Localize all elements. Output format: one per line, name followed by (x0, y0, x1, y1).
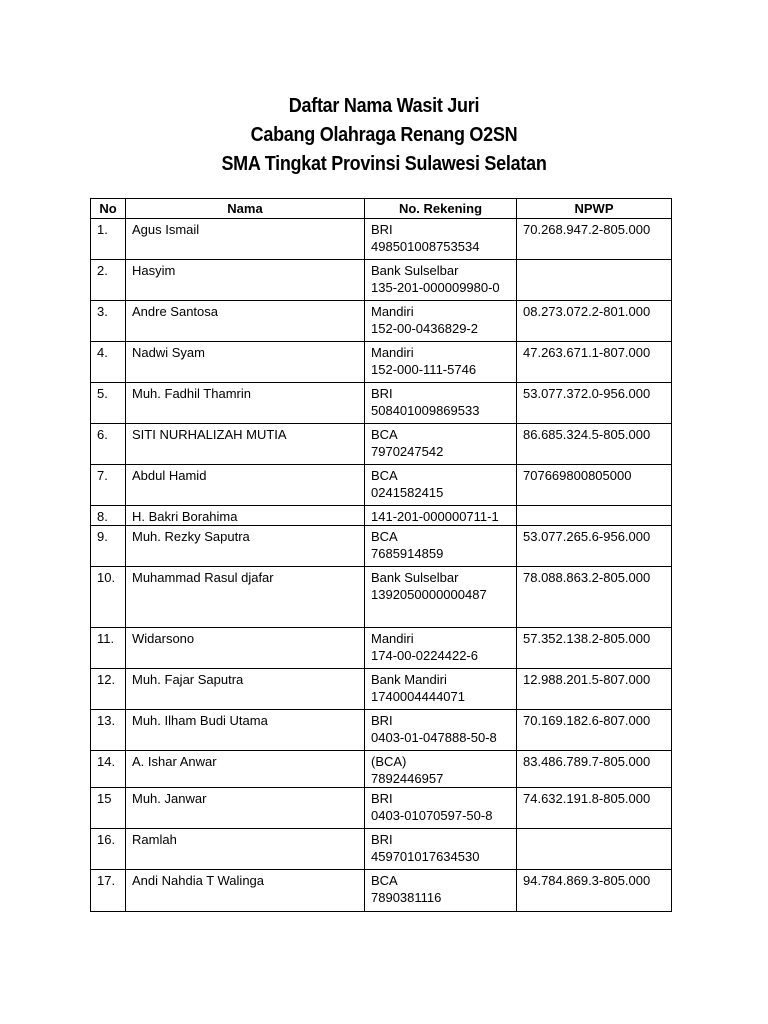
cell-no (91, 829, 126, 870)
cell-rekening (365, 424, 517, 465)
cell-npwp (517, 506, 672, 526)
cell-npwp (517, 710, 672, 751)
cell-rekening-text: Bank Mandiri 1740004444071 (371, 672, 465, 704)
cell-rekening (365, 506, 517, 526)
cell-rekening-text: BRI 0403-01-047888-50-8 (371, 713, 497, 745)
cell-npwp-text: 70.268.947.2-805.000 (523, 222, 651, 237)
cell-no-text: 12. (97, 672, 116, 687)
cell-nama (126, 383, 365, 424)
cell-npwp (517, 219, 672, 260)
title-line-1: Daftar Nama Wasit Juri (288, 95, 480, 117)
cell-npwp-text: 78.088.863.2-805.000 (523, 570, 651, 585)
cell-rekening (365, 567, 517, 628)
cell-nama (126, 424, 365, 465)
cell-nama-text: Andi Nahdia T Walinga (132, 873, 265, 888)
cell-rekening (365, 383, 517, 424)
cell-nama (126, 870, 365, 912)
cell-nama (126, 710, 365, 751)
cell-nama-text: Muh. Fadhil Thamrin (132, 386, 251, 401)
cell-npwp (517, 751, 672, 788)
cell-nama-text: Muh. Rezky Saputra (132, 529, 250, 544)
cell-no-text: 13. (97, 713, 116, 728)
cell-rekening-text: BRI 459701017634530 (371, 832, 480, 864)
cell-no (91, 383, 126, 424)
table-header-row (91, 199, 672, 219)
cell-no (91, 628, 126, 669)
table-row (91, 669, 672, 710)
header-rekening: No. Rekening (365, 199, 517, 219)
cell-no (91, 219, 126, 260)
cell-rekening-text: Mandiri 152-00-0436829-2 (371, 304, 478, 336)
cell-npwp (517, 526, 672, 567)
cell-nama (126, 260, 365, 301)
cell-nama-text: Andre Santosa (132, 304, 219, 319)
cell-rekening (365, 301, 517, 342)
cell-npwp (517, 301, 672, 342)
cell-no-text: 5. (97, 386, 108, 401)
cell-nama-text: A. Ishar Anwar (132, 754, 217, 769)
cell-rekening (365, 788, 517, 829)
cell-no (91, 342, 126, 383)
cell-rekening (365, 710, 517, 751)
cell-no (91, 669, 126, 710)
cell-nama-text: Muh. Ilham Budi Utama (132, 713, 268, 728)
cell-npwp (517, 628, 672, 669)
table-row (91, 301, 672, 342)
cell-nama (126, 829, 365, 870)
cell-no-text: 17. (97, 873, 116, 888)
cell-rekening (365, 669, 517, 710)
cell-no (91, 526, 126, 567)
cell-no (91, 260, 126, 301)
cell-nama (126, 342, 365, 383)
table-row (91, 424, 672, 465)
cell-no (91, 788, 126, 829)
cell-npwp (517, 465, 672, 506)
cell-rekening-text: 141-201-000000711-1 (371, 509, 499, 524)
cell-npwp-text: 47.263.671.1-807.000 (523, 345, 651, 360)
cell-nama (126, 788, 365, 829)
cell-rekening (365, 526, 517, 567)
cell-no-text: 14. (97, 754, 116, 769)
cell-no-text: 9. (97, 529, 108, 544)
table-row (91, 567, 672, 628)
cell-npwp-text: 12.988.201.5-807.000 (523, 672, 651, 687)
cell-nama-text: Hasyim (132, 263, 176, 278)
cell-npwp-text: 57.352.138.2-805.000 (523, 631, 651, 646)
cell-npwp (517, 260, 672, 301)
cell-npwp-text: 74.632.191.8-805.000 (523, 791, 651, 806)
cell-rekening-text: Bank Sulselbar 1392050000000487 (371, 570, 487, 602)
cell-npwp (517, 669, 672, 710)
table-row (91, 342, 672, 383)
cell-rekening-text: Mandiri 152-000-111-5746 (371, 345, 477, 377)
table-row (91, 710, 672, 751)
cell-rekening (365, 829, 517, 870)
cell-no (91, 465, 126, 506)
cell-rekening (365, 870, 517, 912)
cell-no-text: 11. (97, 631, 115, 646)
cell-rekening-text: Mandiri 174-00-0224422-6 (371, 631, 478, 663)
table-row (91, 465, 672, 506)
table-row (91, 260, 672, 301)
cell-rekening-text: BCA 7890381116 (371, 873, 442, 905)
cell-nama-text: SITI NURHALIZAH MUTIA (132, 427, 287, 442)
cell-rekening-text: BCA 0241582415 (371, 468, 444, 500)
cell-no (91, 710, 126, 751)
cell-nama (126, 465, 365, 506)
cell-rekening (365, 751, 517, 788)
cell-no (91, 301, 126, 342)
cell-nama (126, 669, 365, 710)
cell-rekening-text: BRI 0403-01070597-50-8 (371, 791, 493, 823)
cell-rekening (365, 260, 517, 301)
cell-nama (126, 751, 365, 788)
cell-no-text: 15 (97, 791, 112, 806)
cell-no (91, 424, 126, 465)
cell-no (91, 567, 126, 628)
cell-npwp (517, 383, 672, 424)
cell-rekening-text: BCA 7970247542 (371, 427, 444, 459)
header-npwp: NPWP (517, 199, 672, 219)
table-body (91, 219, 672, 912)
cell-npwp-text: 83.486.789.7-805.000 (523, 754, 651, 769)
cell-no (91, 870, 126, 912)
table-row (91, 219, 672, 260)
table-row (91, 628, 672, 669)
cell-npwp-text: 53.077.265.6-956.000 (523, 529, 651, 544)
cell-npwp (517, 567, 672, 628)
cell-npwp-text: 86.685.324.5-805.000 (523, 427, 651, 442)
cell-no-text: 4. (97, 345, 108, 360)
cell-no (91, 751, 126, 788)
cell-nama-text: Agus Ismail (132, 222, 200, 237)
cell-rekening (365, 219, 517, 260)
cell-rekening-text: BRI 508401009869533 (371, 386, 480, 418)
cell-no-text: 16. (97, 832, 116, 847)
table-row (91, 751, 672, 788)
referee-table (90, 198, 672, 912)
cell-rekening-text: BRI 498501008753534 (371, 222, 480, 254)
title-line-2: Cabang Olahraga Renang O2SN (250, 124, 518, 146)
table-row (91, 870, 672, 912)
cell-nama-text: Abdul Hamid (132, 468, 207, 483)
cell-no-text: 2. (97, 263, 108, 278)
cell-npwp-text: 08.273.072.2-801.000 (523, 304, 651, 319)
cell-no-text: 1. (97, 222, 108, 237)
title-line-3: SMA Tingkat Provinsi Sulawesi Selatan (221, 153, 547, 175)
cell-npwp (517, 424, 672, 465)
cell-nama (126, 567, 365, 628)
cell-rekening (365, 628, 517, 669)
cell-nama-text: Muhammad Rasul djafar (132, 570, 274, 585)
cell-nama-text: Muh. Janwar (132, 791, 207, 806)
table-row (91, 506, 672, 526)
header-nama: Nama (126, 199, 365, 219)
cell-npwp-text: 707669800805000 (523, 468, 632, 483)
cell-nama (126, 628, 365, 669)
cell-nama-text: Muh. Fajar Saputra (132, 672, 244, 687)
cell-nama-text: H. Bakri Borahima (132, 509, 238, 524)
cell-no-text: 6. (97, 427, 108, 442)
document-title (0, 92, 768, 179)
cell-no-text: 8. (97, 509, 108, 524)
header-no: No (91, 199, 126, 219)
cell-npwp (517, 342, 672, 383)
cell-nama (126, 301, 365, 342)
cell-nama-text: Nadwi Syam (132, 345, 205, 360)
cell-npwp-text: 94.784.869.3-805.000 (523, 873, 651, 888)
cell-rekening-text: Bank Sulselbar 135-201-000009980-0 (371, 263, 500, 295)
cell-npwp-text: 70.169.182.6-807.000 (523, 713, 651, 728)
cell-nama-text: Widarsono (132, 631, 195, 646)
table-row (91, 788, 672, 829)
cell-nama (126, 526, 365, 567)
cell-npwp (517, 829, 672, 870)
table-row (91, 526, 672, 567)
cell-npwp-text: 53.077.372.0-956.000 (523, 386, 651, 401)
cell-rekening-text: BCA 7685914859 (371, 529, 444, 561)
cell-npwp (517, 870, 672, 912)
cell-rekening (365, 465, 517, 506)
cell-npwp (517, 788, 672, 829)
cell-nama (126, 506, 365, 526)
table-row (91, 829, 672, 870)
cell-no-text: 7. (97, 468, 108, 483)
cell-rekening (365, 342, 517, 383)
cell-no (91, 506, 126, 526)
cell-no-text: 3. (97, 304, 108, 319)
table-row (91, 383, 672, 424)
cell-no-text: 10. (97, 570, 116, 585)
cell-rekening-text: (BCA) 7892446957 (371, 754, 444, 786)
cell-nama-text: Ramlah (132, 832, 177, 847)
cell-nama (126, 219, 365, 260)
